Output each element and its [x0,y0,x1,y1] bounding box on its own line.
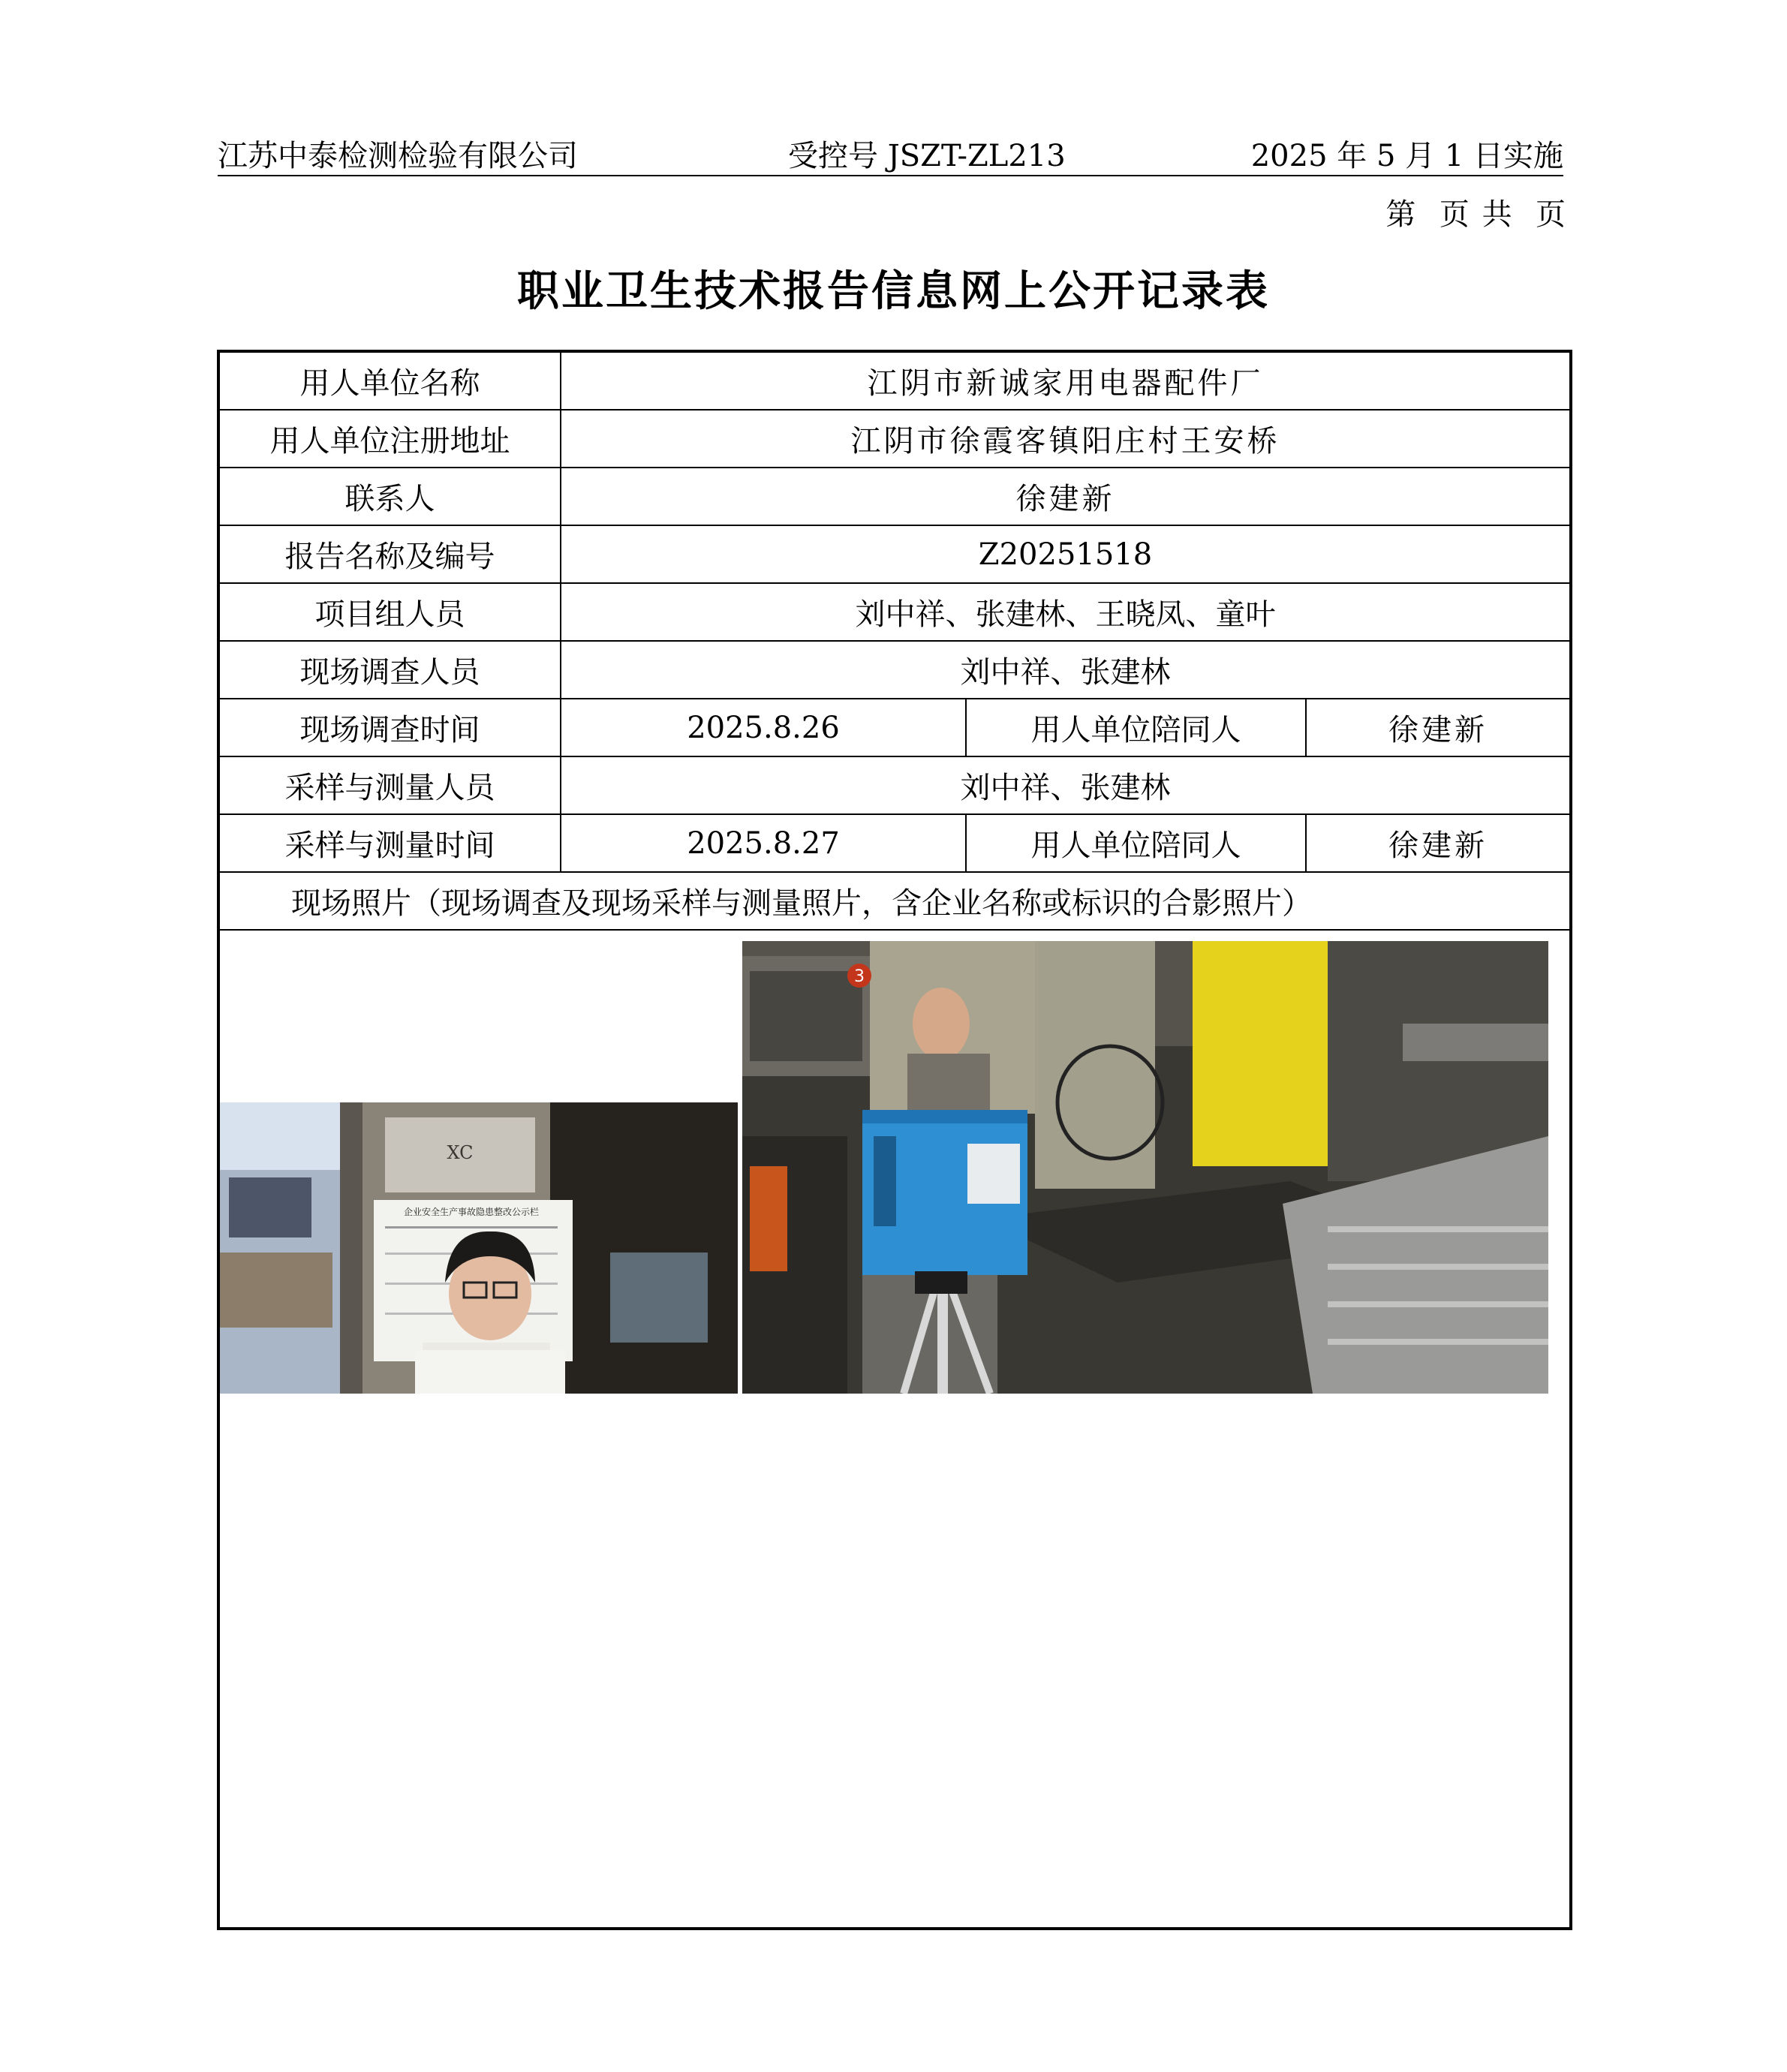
employer-name-label: 用人单位名称 [220,353,561,409]
company-name: 江苏中泰检测检验有限公司 [218,139,578,173]
table-row [220,642,1569,699]
employer-name-value: 江阴市新诚家用电器配件厂 [867,366,1264,401]
report-number-value: Z20251518 [978,537,1153,572]
sampling-staff-value: 刘中祥、张建林 [960,771,1171,805]
sampling-photo [742,941,1548,1394]
team-label: 项目组人员 [220,584,561,640]
notice-board-text: 企业安全生产事故隐患整改公示栏 [403,1207,540,1217]
survey-accompany-label: 用人单位陪同人 [967,699,1307,756]
table-row [220,757,1569,815]
team-value: 刘中祥、张建林、王晓凤、童叶 [855,597,1276,632]
sampling-accompany-value: 徐建新 [1388,828,1488,863]
sampling-accompany-label: 用人单位陪同人 [967,815,1307,871]
table-row [220,468,1569,526]
survey-time-label: 现场调查时间 [220,699,561,756]
sign-text: XC [447,1142,474,1163]
table-row [220,584,1569,642]
yellow-machine [1193,941,1328,1166]
survey-time-value: 2025.8.26 [561,699,967,756]
sampling-time-value: 2025.8.27 [561,815,967,871]
group-photo [220,1102,738,1394]
effective-date: 2025 年 5 月 1 日实施 [1250,139,1563,173]
page-title: 职业卫生技术报告信息网上公开记录表 [517,267,1270,316]
table-row [220,815,1569,873]
sampling-staff-label: 采样与测量人员 [220,757,561,813]
table-row [220,410,1569,468]
survey-staff-label: 现场调查人员 [220,642,561,698]
sampling-time-label: 采样与测量时间 [220,815,561,871]
marker-badge-text: 3 [854,967,865,986]
report-label: 报告名称及编号 [220,526,561,582]
survey-staff-value: 刘中祥、张建林 [960,655,1171,690]
table-row [220,699,1569,757]
table-row [220,873,1569,931]
page-number: 第 页 共 页 [1385,197,1567,232]
address-label: 用人单位注册地址 [220,410,561,467]
control-number: 受控号 JSZT-ZL213 [788,139,1066,173]
contact-value: 徐建新 [1015,482,1115,516]
table-row [220,526,1569,584]
contact-label: 联系人 [220,468,561,525]
photos-label: 现场照片（现场调查及现场采样与测量照片，含企业名称或标识的合影照片） [291,886,1312,921]
header-rule [218,175,1563,176]
survey-accompany-value: 徐建新 [1388,713,1488,747]
record-table [217,350,1572,1930]
table-row [220,353,1569,410]
address-value: 江阴市徐霞客镇阳庄村王安桥 [850,424,1280,459]
worker-head [913,988,970,1060]
